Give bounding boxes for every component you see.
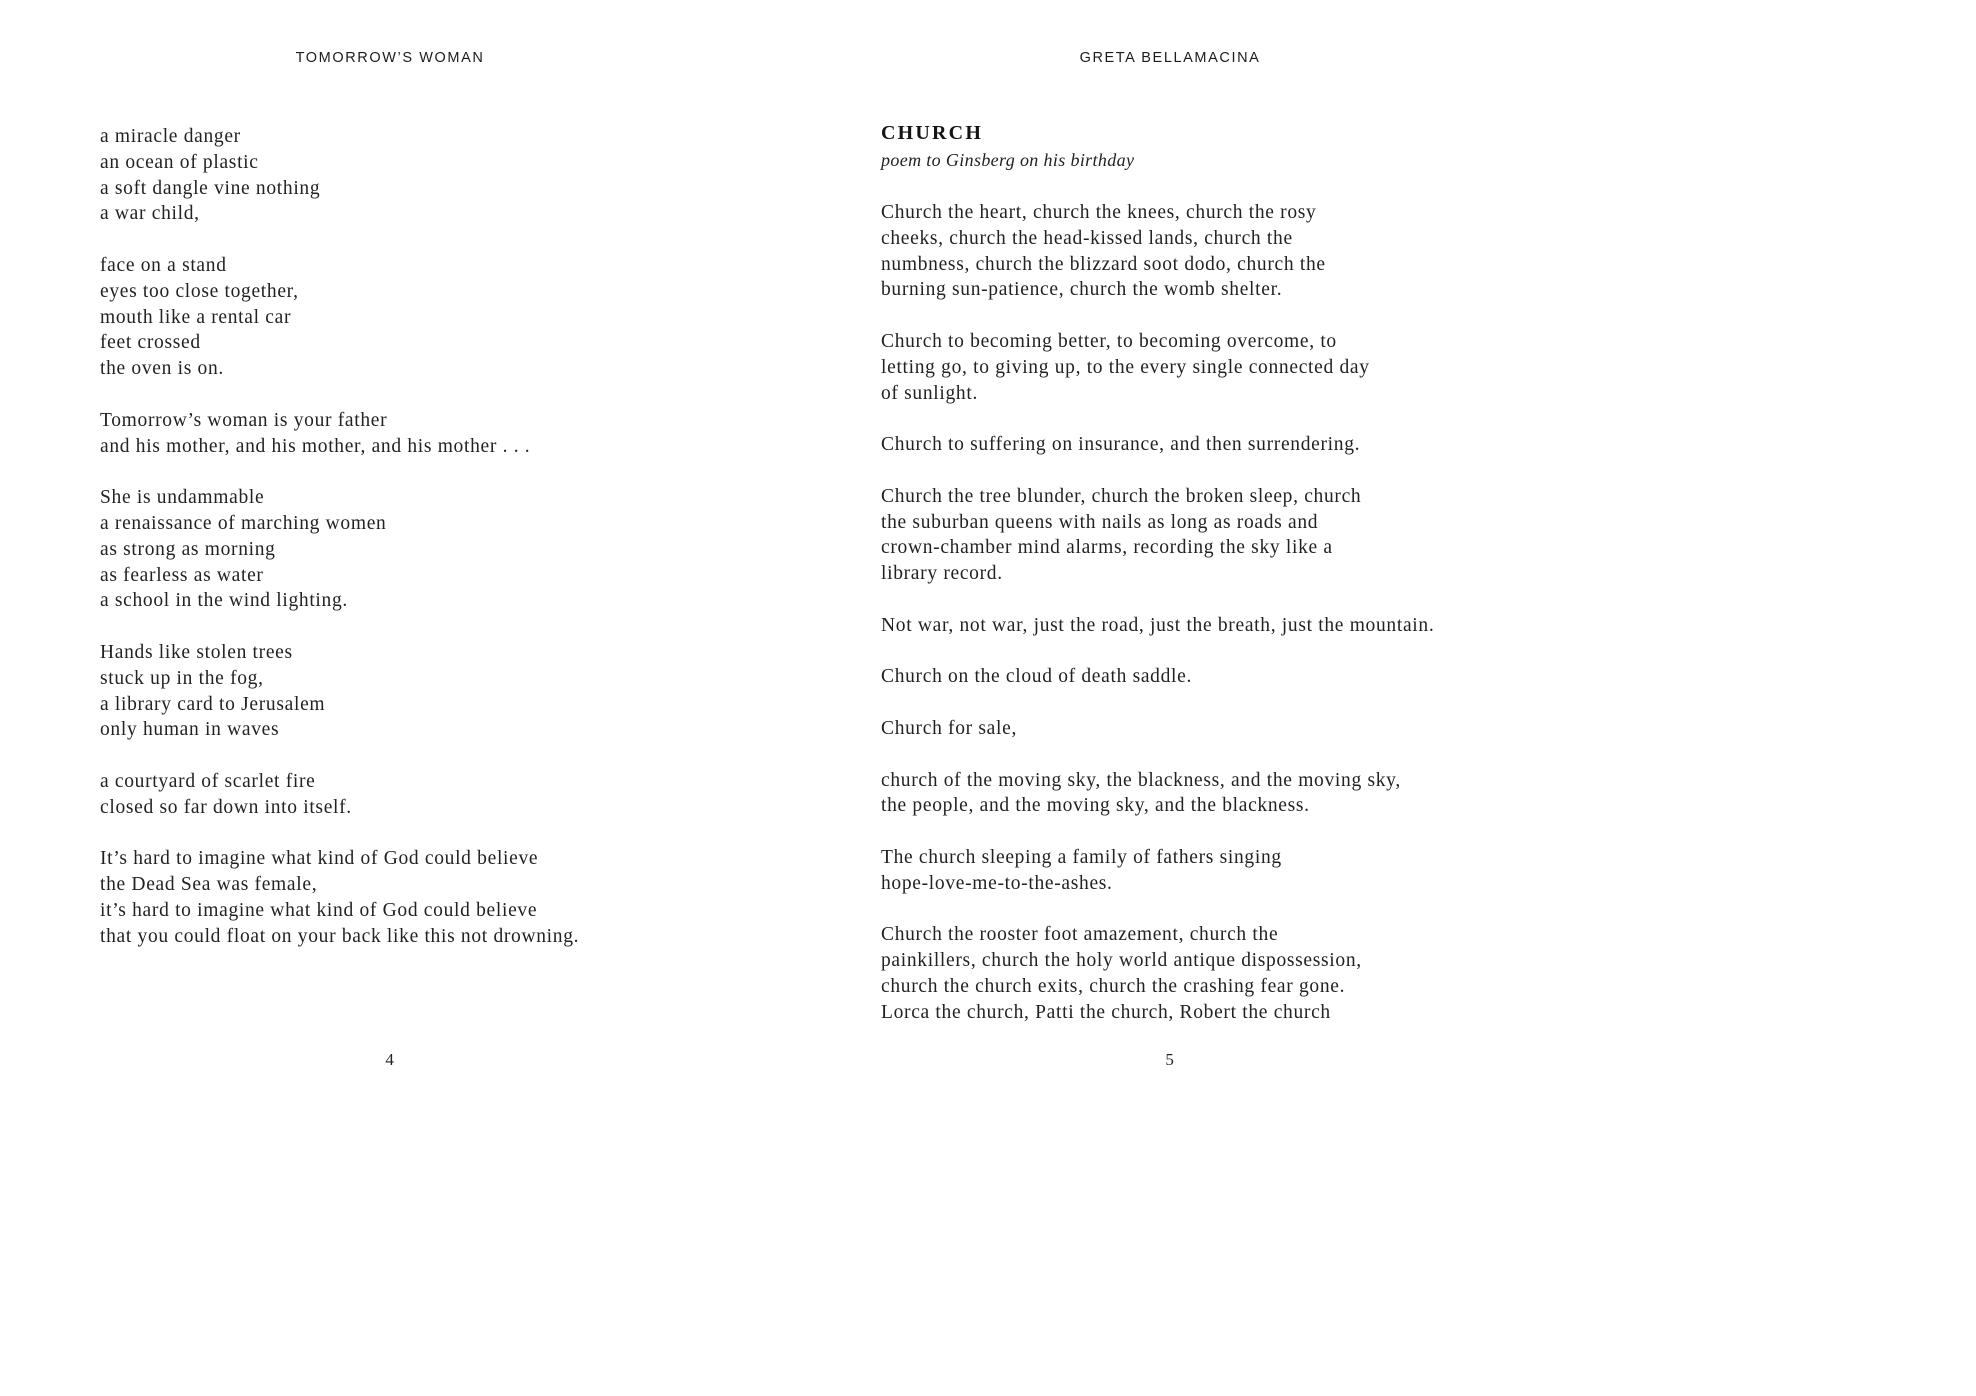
poem-stanza [881, 432, 1434, 458]
poem-line: a war child, [100, 203, 200, 225]
poem-line: the Dead Sea was female, [100, 874, 318, 896]
poem-line: an ocean of plastic [100, 151, 259, 173]
poem-line: hope-love-me-to-the-ashes. [881, 872, 1113, 894]
poem-line: She is undammable [100, 487, 265, 509]
poem-line: mouth like a rental car [100, 306, 292, 328]
poem-stanza [881, 613, 1434, 639]
poem-stanza [100, 485, 579, 614]
poem-line: Tomorrow’s woman is your father [100, 409, 388, 431]
poem-stanza [100, 124, 579, 227]
poem-line: Church to suffering on insurance, and then surrendering. [881, 434, 1361, 456]
poem-line: the suburban queens with nails as long as roads and [881, 511, 1319, 533]
poem-line: that you could float on your back like this not drowning. [100, 925, 580, 947]
poem-body-right [881, 200, 1434, 1026]
poem-line: a courtyard of scarlet fire [100, 770, 316, 792]
poem-line: a library card to Jerusalem [100, 693, 326, 715]
poem-line: church of the moving sky, the blackness, and the moving sky, [881, 769, 1401, 791]
poem-line: library record. [881, 563, 1003, 585]
poem-stanza [881, 484, 1434, 587]
poem-stanza [881, 768, 1434, 820]
poem-stanza [100, 640, 579, 743]
poem-line: numbness, church the blizzard soot dodo, church the [881, 253, 1326, 275]
poem-stanza [100, 253, 579, 382]
poem-line: stuck up in the fog, [100, 667, 264, 689]
page-number-right: 5 [1165, 1050, 1175, 1069]
poem-line: the people, and the moving sky, and the blackness. [881, 795, 1310, 817]
poem-line: Church the tree blunder, church the broken sleep, church [881, 485, 1362, 507]
poem-line: letting go, to giving up, to the every single connected day [881, 356, 1370, 378]
page-number-left: 4 [385, 1050, 395, 1069]
poem-stanza [881, 716, 1434, 742]
poem-line: Lorca the church, Patti the church, Robert the church [881, 1001, 1331, 1023]
poem-stanza [881, 922, 1434, 1025]
poem-line: Church the rooster foot amazement, church the [881, 924, 1279, 946]
poem-line: a school in the wind lighting. [100, 590, 348, 612]
poem-line: eyes too close together, [100, 280, 299, 302]
poem-line: It’s hard to imagine what kind of God could believe [100, 848, 539, 870]
poem-line: Church the heart, church the knees, church the rosy [881, 202, 1317, 223]
poem-stanza [881, 200, 1434, 303]
poem-line: it’s hard to imagine what kind of God could believe [100, 899, 538, 921]
poem-line: Church for sale, [881, 717, 1018, 739]
poem-line: Church on the cloud of death saddle. [881, 666, 1193, 688]
poem-line: Hands like stolen trees [100, 641, 293, 663]
running-header-left: TOMORROW’S WOMAN [295, 50, 485, 66]
poem-line: feet crossed [100, 332, 201, 354]
poem-stanza [100, 408, 579, 460]
poem-title: CHURCH [881, 122, 984, 144]
poem-line: a miracle danger [100, 126, 241, 147]
poem-line: painkillers, church the holy world antique dispossession, [881, 950, 1362, 972]
poem-line: cheeks, church the head-kissed lands, church the [881, 227, 1293, 249]
poem-line: Not war, not war, just the road, just the breath, just the mountain. [881, 614, 1435, 636]
poem-line: burning sun-patience, church the womb shelter. [881, 279, 1283, 301]
poem-line: a renaissance of marching women [100, 512, 387, 534]
poem-line: only human in waves [100, 719, 280, 741]
poem-stanza [881, 845, 1434, 897]
poem-body-left [100, 124, 579, 950]
poem-line: The church sleeping a family of fathers singing [881, 846, 1282, 868]
poem-line: crown-chamber mind alarms, recording the sky like a [881, 537, 1333, 559]
poem-subtitle: poem to Ginsberg on his birthday [881, 150, 1135, 170]
poem-stanza [100, 846, 579, 949]
running-header-right: GRETA BELLAMACINA [1079, 50, 1261, 66]
poem-line: a soft dangle vine nothing [100, 177, 321, 199]
poem-line: as strong as morning [100, 538, 276, 560]
poem-line: and his mother, and his mother, and his mother . . . [100, 435, 531, 457]
poem-line: church the church exits, church the crashing fear gone. [881, 975, 1346, 997]
poem-stanza [100, 769, 579, 821]
poem-line: as fearless as water [100, 564, 264, 586]
poem-line: the oven is on. [100, 358, 224, 380]
poem-line: closed so far down into itself. [100, 796, 352, 818]
poem-stanza [881, 664, 1434, 690]
poem-line: face on a stand [100, 254, 227, 276]
poem-line: of sunlight. [881, 382, 979, 404]
poem-stanza [881, 329, 1434, 406]
poem-line: Church to becoming better, to becoming overcome, to [881, 330, 1337, 352]
